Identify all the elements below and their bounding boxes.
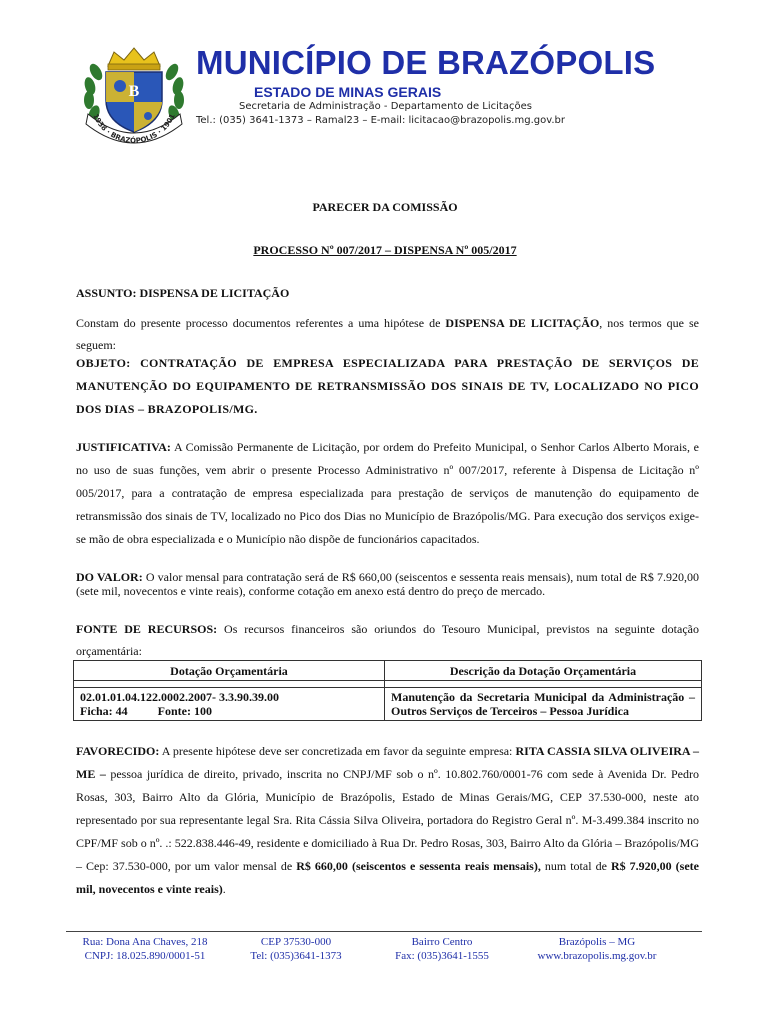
footer-bairro-fax <box>382 935 502 963</box>
fonte-value: Fonte: 100 <box>157 704 212 718</box>
table-row <box>74 688 702 721</box>
dotacao-code: 02.01.01.04.122.0002.2007- 3.3.90.39.00 <box>80 690 279 704</box>
beneficiary-total-value: R$ 7.920,00 (sete mil, novecentos e vinte reais) <box>76 859 699 896</box>
footer-city-web <box>522 935 672 963</box>
beneficiary-total-label: num total de <box>540 859 611 873</box>
contact-line: Tel.: (035) 3641-1373 – Ramal23 – E-mail: licitacao@brazopolis.mg.gov.br <box>196 115 565 126</box>
footer-fax: Fax: (035)3641-1555 <box>395 950 489 962</box>
footer-website: www.brazopolis.mg.gov.br <box>537 950 657 962</box>
footer-cep-tel <box>236 935 356 963</box>
svg-text:B: B <box>128 83 140 100</box>
justification-label: JUSTIFICATIVA: <box>76 440 171 454</box>
beneficiary-monthly-value: R$ 660,00 (seiscentos e sessenta reais mensais), <box>296 859 541 873</box>
footer-city: Brazópolis – MG <box>558 936 636 948</box>
footer-bairro: Bairro Centro <box>411 936 473 948</box>
footer-tel: Tel: (035)3641-1373 <box>250 950 342 962</box>
footer-divider <box>66 931 702 932</box>
object-paragraph: OBJETO: CONTRATAÇÃO DE EMPRESA ESPECIALIZADA PARA PRESTAÇÃO DE SERVIÇOS DE MANUTENÇÃO DO EQUIPAMENTO DE RETRANSMISSÃO DOS SINAIS DE TV, LOCALIZADO NO PICO DOS DIAS – BRAZOPOLIS/MG. <box>76 356 699 416</box>
beneficiary-text: A presente hipótese deve ser concretizada em favor da seguinte empresa: <box>159 744 516 758</box>
footer-address <box>70 935 220 963</box>
state-subtitle: ESTADO DE MINAS GERAIS <box>254 84 442 100</box>
department-line: Secretaria de Administração - Departamento de Licitações <box>239 101 532 112</box>
intro-paragraph <box>76 312 699 356</box>
beneficiary-end: . <box>222 882 226 896</box>
ficha-value: Ficha: 44 <box>80 704 128 718</box>
footer-cnpj: CNPJ: 18.025.890/0001-51 <box>84 950 206 962</box>
footer-street: Rua: Dona Ana Chaves, 218 <box>82 936 208 948</box>
value-paragraph <box>76 570 699 598</box>
value-text: O valor mensal para contratação será de R$ 660,00 (seiscentos e sessenta reais mensais), num total de R$ 7.920,00 (sete mil, novecentos e vinte reais), conforme cotação em anexo está dentro do preço de mercado. <box>76 570 699 598</box>
process-number: PROCESSO Nº 007/2017 – DISPENSA Nº 005/2017 <box>253 243 517 257</box>
descricao-cell: Manutenção da Secretaria Municipal da Administração – Outros Serviços de Terceiros – Pessoa Jurídica <box>385 688 702 721</box>
funding-text: Os recursos financeiros são oriundos do Tesouro Municipal, previstos na seguinte dotação orçamentária: <box>76 622 699 658</box>
funding-paragraph <box>76 618 699 662</box>
beneficiary-label: FAVORECIDO: <box>76 744 160 758</box>
dotacao-cell <box>74 688 385 721</box>
budget-table-header <box>74 661 702 681</box>
beneficiary-company: RITA CASSIA SILVA OLIVEIRA – ME – <box>76 744 699 781</box>
document-title: PARECER DA COMISSÃO <box>312 200 458 214</box>
municipal-crest-logo <box>78 42 190 154</box>
intro-text: Constam do presente processo documentos referentes a uma hipótese de <box>76 316 446 330</box>
justification-text: A Comissão Permanente de Licitação, por ordem do Prefeito Municipal, o Senhor Carlos Alberto Morais, e no uso de suas funções, vem abrir o presente Processo Administrativo nº 007/2017, referente à Dispensa de Licitação nº 005/2017, para a contratação de empresa especializada para prestação de serviços de manutenção do equipamento de retransmissão dos sinais de TV, localizado no Pico dos Dias no Município de Brazópolis/MG. Para execução dos serviços exige-se mão de obra especializada e o Município não dispõe de funcionários capacitados. <box>76 440 699 546</box>
beneficiary-paragraph <box>76 740 699 901</box>
ficha-fonte-line <box>80 704 378 718</box>
value-label: DO VALOR: <box>76 570 143 584</box>
funding-label: FONTE DE RECURSOS: <box>76 622 218 636</box>
footer-cep: CEP 37530-000 <box>260 936 332 948</box>
budget-table <box>73 660 702 721</box>
subject-line: ASSUNTO: DISPENSA DE LICITAÇÃO <box>76 286 290 300</box>
justification-paragraph <box>76 436 699 551</box>
table-spacer-row <box>74 681 702 688</box>
header-cell-dotacao: Dotação Orçamentária <box>74 661 385 681</box>
intro-bold-text: DISPENSA DE LICITAÇÃO <box>445 316 600 330</box>
beneficiary-details: pessoa jurídica de direito, privado, inscrita no CNPJ/MF sob o nº. 10.802.760/0001-76 com sede à Avenida Dr. Pedro Rosas, 303, Bairro Alto da Glória, Município de Brazópolis, Estado de Minas Gerais/MG, CEP 37.530-000, neste ato representado por sua representante legal Sra. Rita Cássia Silva Oliveira, portadora do Registro Geral nº. M-3.499.384 inscrito no CPF/MF sob o nº. .: 522.838.446-49, residente e domiciliado à Rua Dr. Pedro Rosas, 303, Bairro Alto da Glória – Brazópolis/MG – Cep: 37.530-000, por um valor mensal de <box>76 767 700 873</box>
intro-text-end: , nos termos que se seguem: <box>76 316 700 352</box>
svg-text:1938 · BRAZÓPOLIS · 1901: 1938 · BRAZÓPOLIS · 1901 <box>91 112 177 145</box>
header-cell-descricao: Descrição da Dotação Orçamentária <box>385 661 702 681</box>
municipality-title: MUNICÍPIO DE BRAZÓPOLIS <box>196 44 656 81</box>
